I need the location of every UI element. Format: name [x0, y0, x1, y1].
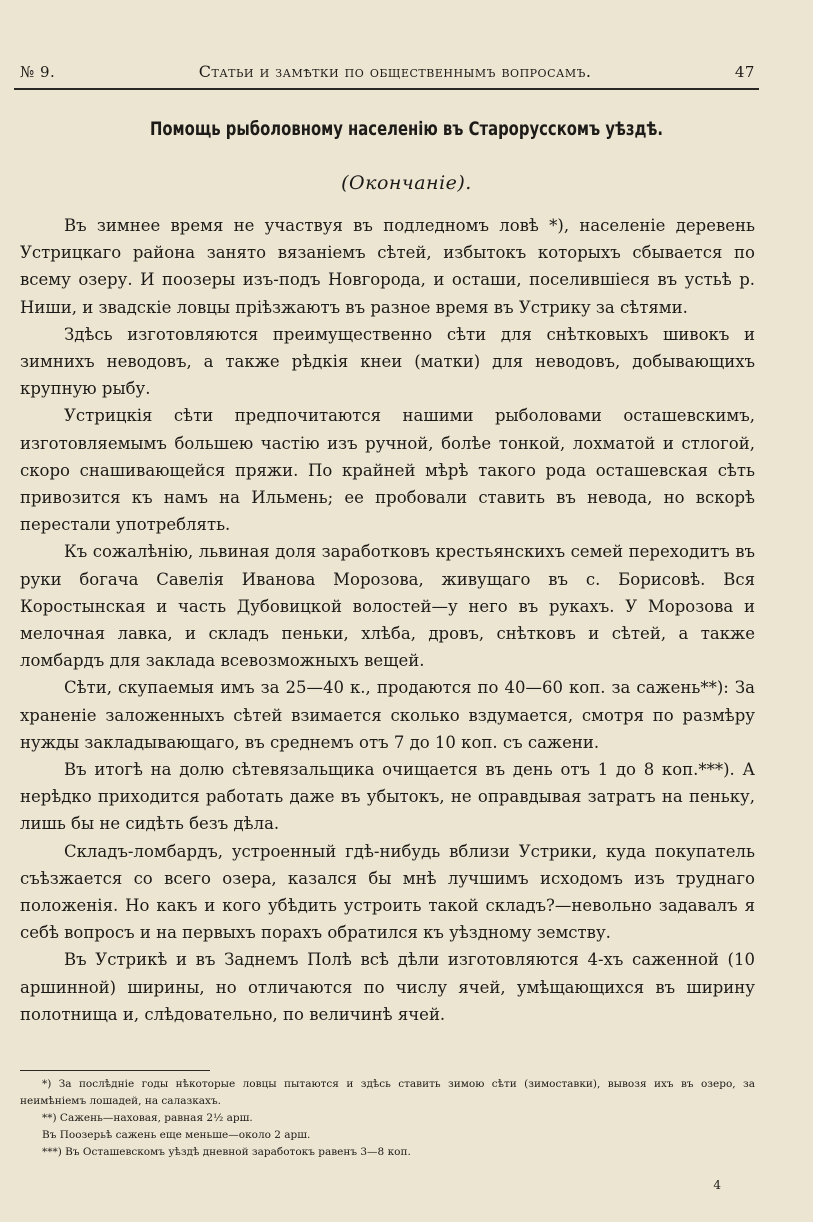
article-subtitle: (Окончаніе).	[341, 172, 472, 194]
section-title: Статьи и замѣтки по общественнымъ вопросамъ.	[198, 62, 592, 81]
footnote: **) Сажень—наховая, равная 2½ арш.	[42, 1112, 253, 1124]
printer-signature: 4	[713, 1178, 721, 1192]
footnote: *) За послѣдніе годы нѣкоторые ловцы пытаются и здѣсь ставить зимою сѣти (зимоставки), вывозя ихъ въ озеро, за неимѣніемъ лошадей, на салазкахъ.	[20, 1078, 755, 1107]
article-title: Помощь рыболовному населенію въ Старорусскомъ уѣздѣ.	[149, 118, 664, 140]
paragraph: Здѣсь изготовляются преимущественно сѣти для снѣтковыхъ шивокъ и зимнихъ неводовъ, а также рѣдкія кнеи (матки) для неводовъ, добывающихъ крупную рыбу.	[20, 324, 755, 399]
article-body	[20, 212, 755, 1028]
paragraph: Сѣти, скупаемыя имъ за 25—40 к., продаются по 40—60 коп. за сажень**): За храненіе заложенныхъ сѣтей взимается сколько вздумается, смотря по размѣру нужды закладывающаго, въ среднемъ отъ 7 до 10 коп. съ сажени.	[20, 678, 755, 752]
paragraph: Къ сожалѣнію, львиная доля заработковъ крестьянскихъ семей переходитъ въ руки богача Савелія Иванова Морозова, живущаго въ с. Борисовѣ. Вся Коростынская и часть Дубовицкой волостей—у него въ рукахъ. У Морозова и мелочная лавка, и складъ пеньки, хлѣба, дровъ, снѣтковъ и сѣтей, а также ломбардъ для заклада всевозможныхъ вещей.	[20, 542, 755, 671]
footnotes	[20, 1076, 755, 1161]
page-number: 47	[734, 63, 755, 81]
footnote: ***) Въ Осташевскомъ уѣздѣ дневной заработокъ равенъ 3—8 коп.	[42, 1146, 411, 1158]
running-header	[20, 62, 755, 81]
paragraph: Въ зимнее время не участвуя въ подледномъ ловѣ *), населеніе деревень Устрицкаго района занято вязаніемъ сѣтей, избытокъ которыхъ сбывается по всему озеру. И поозеры изъ-подъ Новгорода, и осташи, поселившіеся въ устьѣ р. Ниши, и звадскіе ловцы пріѣзжаютъ въ разное время въ Устрику за сѣтями.	[20, 216, 755, 317]
paragraph: Въ Устрикѣ и въ Заднемъ Полѣ всѣ дѣли изготовляются 4-хъ саженной (10 аршинной) ширины, но отличаются по числу ячей, умѣщающихся въ ширину полотнища и, слѣдовательно, по величинѣ ячей.	[20, 950, 755, 1024]
paragraph: Складъ-ломбардъ, устроенный гдѣ-нибудь вблизи Устрики, куда покупатель съѣзжается со всего озера, казался бы мнѣ лучшимъ исходомъ изъ труднаго положенія. Но какъ и кого убѣдить устроить такой складъ?—невольно задавалъ я себѣ вопросъ и на первыхъ порахъ обратился къ уѣздному земству.	[20, 841, 755, 943]
footnote-rule	[20, 1070, 210, 1071]
paragraph: Устрицкія сѣти предпочитаются нашими рыболовами осташевскимъ, изготовляемымъ большею частію изъ ручной, болѣе тонкой, лохматой и стлогой, скоро снашивающейся пряжи. По крайней мѣрѣ такого рода осташевская сѣть привозится къ намъ на Ильмень; ее пробовали ставить въ невода, но вскорѣ перестали употреблять.	[20, 406, 755, 535]
paragraph: Въ итогѣ на долю сѣтевязальщика очищается въ день отъ 1 до 8 коп.***). А нерѣдко приходится работать даже въ убытокъ, не оправдывая затратъ на пеньку, лишь бы не сидѣть безъ дѣла.	[20, 760, 755, 834]
footnote: Въ Поозерьѣ сажень еще меньше—около 2 арш.	[42, 1129, 311, 1141]
header-rule	[14, 88, 759, 90]
issue-number: № 9.	[20, 63, 56, 81]
